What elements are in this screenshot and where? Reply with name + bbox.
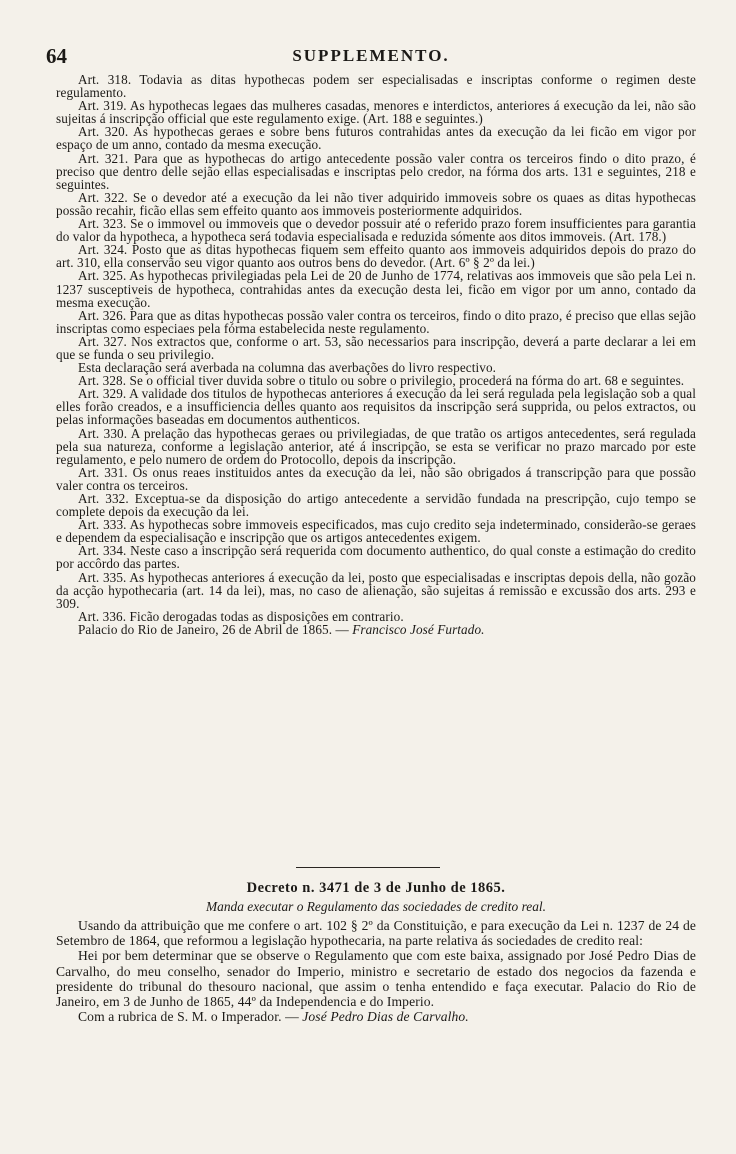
decree-title: Decreto n. 3471 de 3 de Junho de 1865. — [246, 880, 506, 896]
decree-body — [56, 918, 696, 1024]
signature-signer: Francisco José Furtado. — [352, 621, 485, 637]
article-326: Art. 326. Para que as ditas hypothecas possão valer contra os terceiros, findo o dito prazo, é preciso que ellas sejão inscriptas como especiaes pela fórma estabelecida neste regulamento. — [56, 307, 696, 336]
decree-summary: Manda executar o Regulamento das sociedades de credito real. — [205, 899, 546, 914]
article-334: Art. 334. Neste caso a inscripção será requerida com documento authentico, do qual conste a estimação do credito por accôrdo das partes. — [56, 543, 696, 572]
article-321: Art. 321. Para que as hypothecas do artigo antecedente possão valer contra os terceiros findo o dito prazo, é preciso que dentro delle sejão ellas especialisadas e inscriptas pelo credor, na fórma dos arts. 131 e seguintes, 218 e seguintes. — [56, 150, 696, 192]
articles-section — [56, 73, 696, 636]
decree-signature-text: Com a rubrica de S. M. o Imperador. — — [78, 1009, 299, 1025]
decree-signature — [56, 1009, 696, 1024]
article-325: Art. 325. As hypothecas privilegiadas pela Lei de 20 de Junho de 1774, relativas aos immoveis que são pela Lei n. 1237 susceptiveis de hypotheca, contrahidas antes da execução desta lei, ficão em vigor por um anno, contado da mesma execução. — [56, 268, 696, 310]
section-divider — [296, 867, 440, 868]
decree-paragraph: Usando da attribuição que me confere o art. 102 § 2º da Constituição, e para execução da Lei n. 1237 de 24 de Setembro de 1864, que reformou a legislação hypothecaria, na parte relativa ás sociedades de credito real: — [56, 918, 696, 949]
article-333: Art. 333. As hypothecas sobre immoveis especificados, mas cujo credito seja indeterminado, considerão-se geraes e dependem da especialisação e inscripção que os artigos antecedentes exigem. — [56, 517, 696, 546]
regulation-signature — [56, 623, 696, 636]
article-330: Art. 330. A prelação das hypothecas geraes ou privilegiadas, de que tratão os artigos antecedentes, será regulada pela sua natureza, conforme a legislação anterior, até á inscripção, se esta se verificar no prazo marcado por este regulamento, e pelo numero de ordem do Protocollo, depois da inscripção. — [56, 425, 696, 467]
article-319: Art. 319. As hypothecas legaes das mulheres casadas, menores e interdictos, anteriores á execução da lei, não são sujeitas á inscripção official que este regulamento exige. (Art. 188 e seguintes.) — [56, 98, 696, 127]
signature-place-date: Palacio do Rio de Janeiro, 26 de Abril de 1865. — — [78, 621, 349, 637]
article-318: Art. 318. Todavia as ditas hypothecas podem ser especialisadas e inscriptas conforme o regimen deste regulamento. — [56, 72, 696, 101]
decree-paragraph: Hei por bem determinar que se observe o Regulamento que com este baixa, assignado por José Pedro Dias de Carvalho, do meu conselho, senador do Imperio, ministro e secretario de estado dos negocios da fazenda e presidente do tribunal do thesouro nacional, que assim o tenha entendido e faça executar. Palacio do Rio de Janeiro, em 3 de Junho de 1865, 44º da Independencia e do Imperio. — [56, 948, 696, 1010]
article-322: Art. 322. Se o devedor até a execução da lei não tiver adquirido immoveis sobre os quaes as ditas hypothecas possão recahir, ficão ellas sem effeito quanto aos immoveis posteriormente adquiridos. — [56, 189, 696, 218]
article-327: Art. 327. Nos extractos que, conforme o art. 53, são necessarios para inscripção, deverá a parte declarar a lei em que se funda o seu privilegio. — [56, 333, 696, 362]
decree-section — [56, 878, 696, 1024]
running-title: SUPPLEMENTO. — [292, 46, 450, 65]
page-header — [46, 44, 696, 72]
article-324: Art. 324. Posto que as ditas hypothecas fiquem sem effeito quanto aos immoveis adquiridos depois do prazo do art. 310, ella conservão seu vigor quanto aos outros bens do devedor. (Art. 6º § 2º da lei.) — [56, 242, 696, 271]
article-320: Art. 320. As hypothecas geraes e sobre bens futuros contrahidas antes da execução da lei ficão em vigor por espaço de um anno, contado da mesma execução. — [56, 124, 696, 153]
decree-signer: José Pedro Dias de Carvalho. — [302, 1009, 469, 1025]
article-331: Art. 331. Os onus reaes instituidos antes da execução da lei, não são obrigados á transcripção para que possão valer contra os terceiros. — [56, 464, 696, 493]
article-332: Art. 332. Exceptua-se da disposição do artigo antecedente a servidão fundada na prescripção, cujo tempo se complete depois da execução da lei. — [56, 491, 696, 520]
article-335: Art. 335. As hypothecas anteriores á execução da lei, posto que especialisadas e inscriptas depois della, não gozão da acção hypothecaria (art. 14 da lei), mas, no caso de alienação, são sujeitas á remissão e excussão dos arts. 293 e 309. — [56, 569, 696, 611]
article-327-note: Esta declaração será averbada na columna das averbações do livro respectivo. — [78, 360, 497, 376]
article-328: Art. 328. Se o official tiver duvida sobre o titulo ou sobre o privilegio, procederá na fórma do art. 68 e seguintes. — [78, 373, 685, 389]
article-329: Art. 329. A validade dos titulos de hypothecas anteriores á execução da lei será regulada pela legislação sob a qual elles forão creados, e a insufficiencia delles quanto aos requisitos da inscripção será supprida, ou pelos extractos, ou pelas informações baseadas em documentos authenticos. — [56, 386, 696, 428]
page-number: 64 — [46, 44, 67, 68]
article-323: Art. 323. Se o immovel ou immoveis que o devedor possuir até o referido prazo forem insufficientes para garantia do valor da hypotheca, a hypotheca será todavia especialisada e reduzida sómente aos ditos immoveis. (Art. 178.) — [56, 216, 696, 245]
article-336: Art. 336. Ficão derogadas todas as disposições em contrario. — [78, 608, 404, 624]
